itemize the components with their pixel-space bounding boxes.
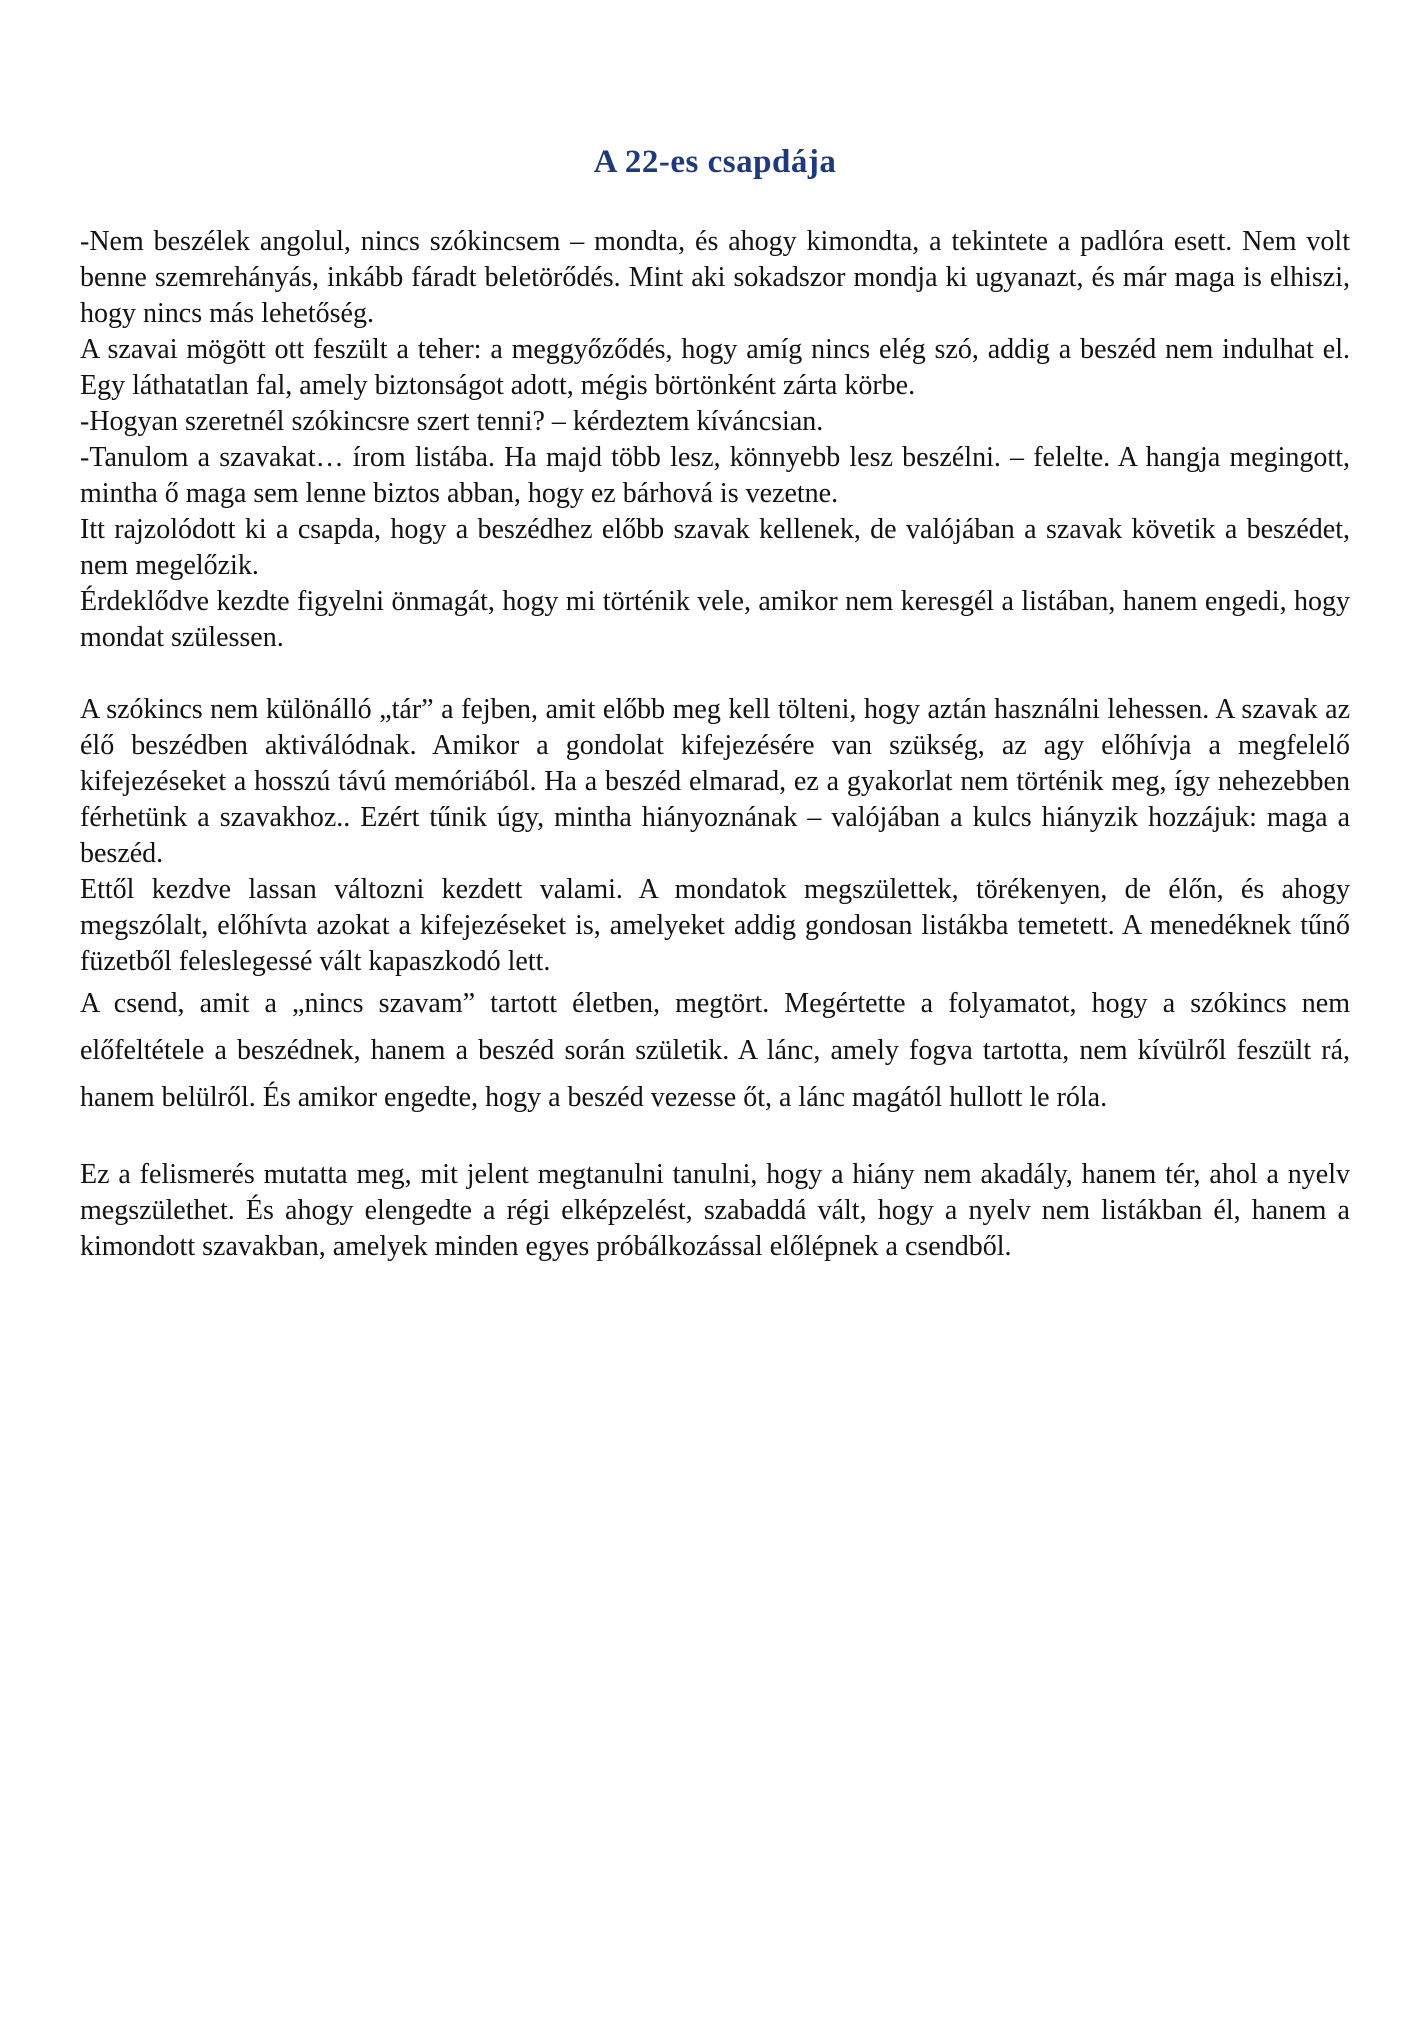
paragraph: A szavai mögött ott feszült a teher: a meggyőződés, hogy amíg nincs elég szó, addig a beszéd nem indulhat el. Egy láthatatlan fal, amely biztonságot adott, mégis börtönként zárta körbe. xyxy=(80,334,1350,401)
paragraph: Itt rajzolódott ki a csapda, hogy a beszédhez előbb szavak kellenek, de valójában a szavak követik a beszédet, nem megelőzik. xyxy=(80,514,1350,581)
paragraph: Érdeklődve kezdte figyelni önmagát, hogy mi történik vele, amikor nem keresgél a listában, hanem engedi, hogy mondat szülessen. xyxy=(80,586,1350,653)
paragraph: -Nem beszélek angolul, nincs szókincsem – mondta, és ahogy kimondta, a tekintete a padlóra esett. Nem volt benne szemrehányás, inkább fáradt beletörődés. Mint aki sokadszor mondja ki ugyanazt, és már maga is elhiszi, hogy nincs más lehetőség. xyxy=(80,226,1350,329)
paragraph: -Tanulom a szavakat… írom listába. Ha majd több lesz, könnyebb lesz beszélni. – felelte. A hangja megingott, mintha ő maga sem lenne biztos abban, hogy ez bárhová is vezetne. xyxy=(80,442,1350,509)
paragraph: Ettől kezdve lassan változni kezdett valami. A mondatok megszülettek, törékenyen, de élőn, és ahogy megszólalt, előhívta azokat a kifejezéseket is, amelyeket addig gondosan listákba temetett. A menedéknek tűnő füzetből feleslegessé vált kapaszkodó lett. xyxy=(80,874,1350,977)
paragraph: Ez a felismerés mutatta meg, mit jelent megtanulni tanulni, hogy a hiány nem akadály, hanem tér, ahol a nyelv megszülethet. És ahogy elengedte a régi elképzelést, szabaddá vált, hogy a nyelv nem listákban él, hanem a kimondott szavakban, amelyek minden egyes próbálkozással előlépnek a csendből. xyxy=(80,1159,1350,1262)
paragraph: A csend, amit a „nincs szavam” tartott életben, megtört. Megértette a folyamatot, hogy a szókincs nem előfeltétele a beszédnek, hanem a beszéd során születik. A lánc, amely fogva tartotta, nem kívülről feszült rá, hanem belülről. És amikor engedte, hogy a beszéd vezesse őt, a lánc magától hullott le róla. xyxy=(80,988,1350,1113)
paragraph: A szókincs nem különálló „tár” a fejben, amit előbb meg kell tölteni, hogy aztán használni lehessen. A szavak az élő beszédben aktiválódnak. Amikor a gondolat kifejezésére van szükség, az agy előhívja a megfelelő kifejezéseket a hosszú távú memóriából. Ha a beszéd elmarad, ez a gyakorlat nem történik meg, így nehezebben férhetünk a szavakhoz.. Ezért tűnik úgy, mintha hiányoznának – valójában a kulcs hiányzik hozzájuk: maga a beszéd. xyxy=(80,694,1350,869)
page-title: A 22-es csapdája xyxy=(593,144,837,180)
paragraph: -Hogyan szeretnél szókincsre szert tenni? – kérdeztem kíváncsian. xyxy=(80,406,824,437)
document-body xyxy=(80,224,1350,1265)
